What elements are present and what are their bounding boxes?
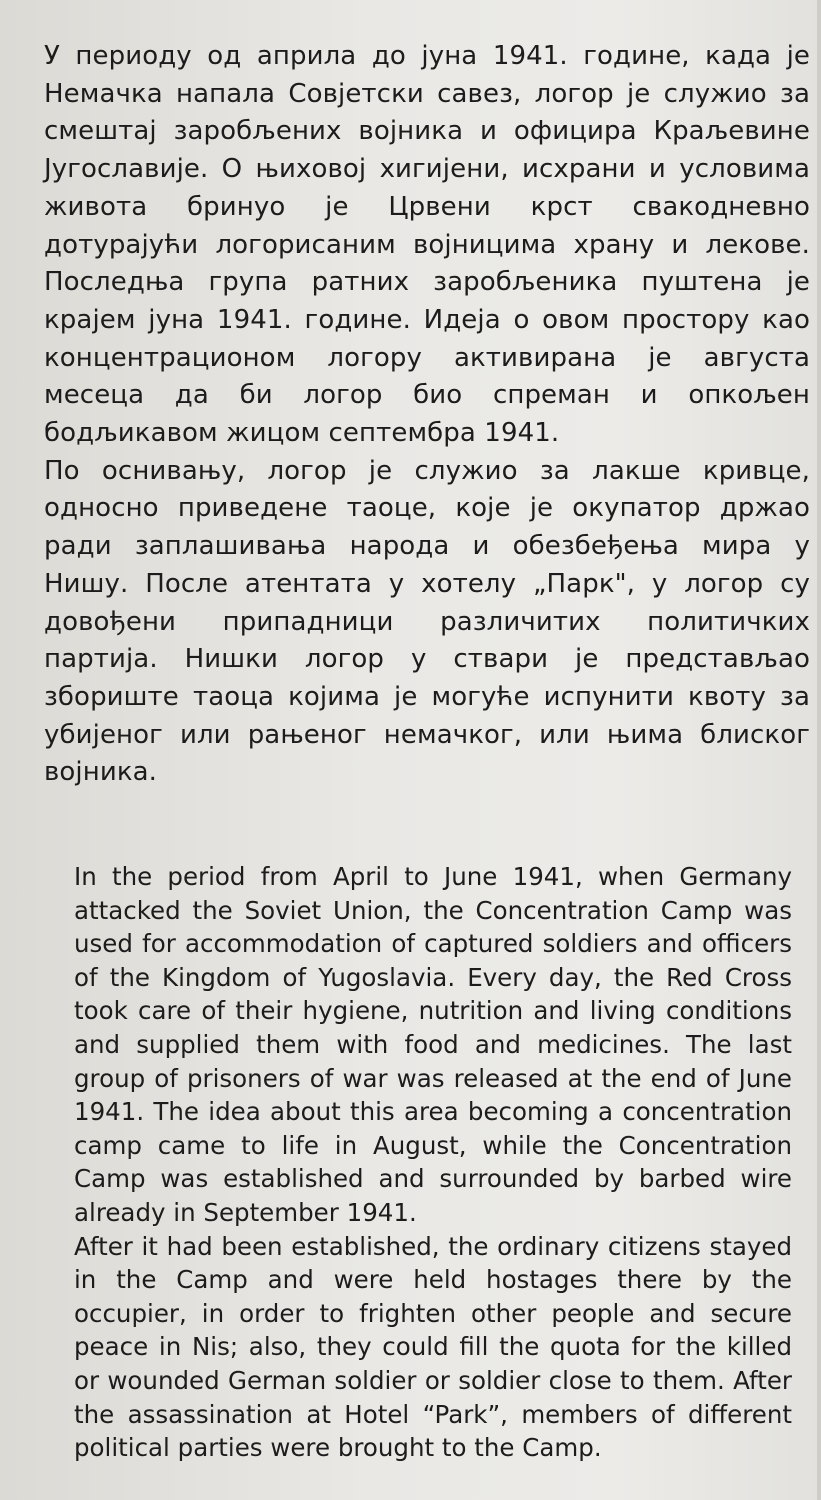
english-paragraph-1: In the period from April to June 1941, when Germany attacked the Soviet Union, the Concentration Camp was used for accommodation of captured soldiers and officers of the Kingdom of Yugoslavia. Every day, the Red Cross took care of their hygiene, nutrition and living conditions and supplied them with food and medicines. The last group of prisoners of war was released at the end of June 1941. The idea about this area becoming a concentration camp came to life in August, while the Concentration Camp was established and surrounded by barbed wire already in September 1941. bbox=[74, 862, 792, 1227]
serbian-text-block bbox=[44, 38, 810, 792]
serbian-paragraph-2: По оснивању, логор је служио за лакше кривце, односно приведене таоце, које је окупатор држао ради заплашивања народа и обезбеђења мира у Нишу. После атентата у хотелу „Парк", у логор су довођени припадници различитих политичких партија. Нишки логор у ствари је представљао збориште таоца којима је могуће испунити квоту за убијеног или рањеног немачког, или њима блиског војника. bbox=[44, 455, 810, 788]
english-text-block bbox=[74, 860, 792, 1465]
panel-edge bbox=[817, 0, 821, 1500]
serbian-paragraph-1: У периоду од априла до јуна 1941. године, када је Немачка напала Совјетски савез, логор је служио за смештај заробљених војника и официра Краљевине Југославије. О њиховој хигијени, исхрани и условима живота бринуо је Црвени крст свакодневно дотурајући логорисаним војницима храну и лекове. Последња група ратних заробљеника пуштена је крајем јуна 1941. године. Идеја о овом простору као концентрационом логору активирана је августа месеца да би логор био спреман и опкољен бодљикавом жицом септембра 1941. bbox=[44, 41, 810, 449]
english-paragraph-2: After it had been established, the ordinary citizens stayed in the Camp and were held hostages there by the occupier, in order to frighten other people and secure peace in Nis; also, they could fill the quota for the killed or wounded German soldier or soldier close to them. After the assassination at Hotel “Park”, members of different political parties were brought to the Camp. bbox=[74, 1231, 792, 1463]
